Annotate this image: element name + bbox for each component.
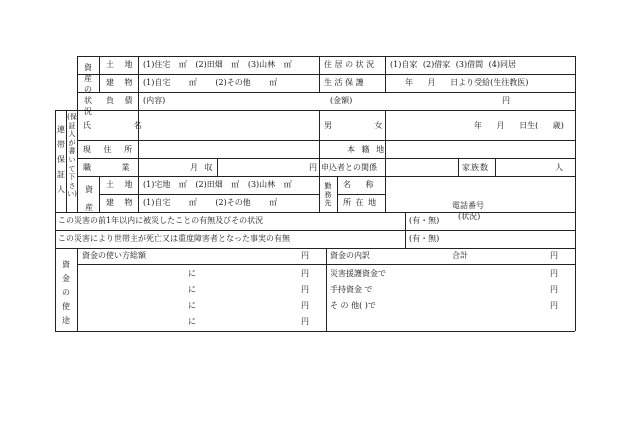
- rule-right-outer: [575, 56, 576, 331]
- guarantor-job-label: 職 業: [83, 163, 130, 172]
- breakdown-row-2: 手持資金 で: [330, 285, 373, 294]
- rule-col-workplace: [337, 176, 338, 212]
- breakdown-row-3: そ の 他( )で: [330, 301, 376, 310]
- building-values: (1)自宅 ㎡ (2)その他 ㎡: [143, 78, 278, 87]
- breakdown-total-yen: 円: [550, 251, 558, 260]
- guarantor-building-label: 建 物: [106, 198, 137, 207]
- guarantor-workplace-address: 所 在 地: [343, 198, 377, 207]
- guarantor-family-label: 家族数: [462, 163, 489, 172]
- residence-label: 住 居 の 状 況: [324, 60, 375, 69]
- death-yesno: (有・無): [409, 234, 440, 243]
- rule-row-d: [77, 140, 575, 141]
- building-label: 建 物: [106, 78, 137, 87]
- rule-col-label: [138, 56, 139, 110]
- rule-col-asset-sub: [99, 56, 100, 92]
- debt-content-label: (内容): [143, 96, 166, 105]
- guarantor-land-label: 土 地: [106, 180, 137, 189]
- welfare-label: 生 活 保 護: [324, 78, 364, 87]
- rule-row-h: [55, 212, 575, 213]
- usage-total-yen: 円: [301, 251, 309, 260]
- guarantor-phone-label: 電話番号: [452, 201, 484, 210]
- usage-row-3: に: [188, 301, 196, 310]
- rule-row-g-left: [99, 194, 319, 195]
- guarantor-note: (保証人が書いて下さい): [67, 113, 77, 199]
- guarantor-income-label: 月 収: [190, 163, 213, 172]
- rule-bottom: [55, 331, 575, 332]
- breakdown-row-1: 災害援護資金で: [330, 269, 386, 278]
- guarantor-building-values: (1)自宅 ㎡ (2)その他 ㎡: [143, 198, 278, 207]
- debt-label: 負 債: [106, 96, 137, 105]
- rule-col-funds: [326, 248, 327, 331]
- guarantor-family-unit: 人: [555, 163, 563, 172]
- guarantor-workplace-label: 勤務先: [324, 182, 332, 208]
- prior-disaster-yesno: (有・無): [409, 216, 440, 225]
- usage-row-4: に: [188, 317, 196, 326]
- rule-col-family2: [495, 158, 496, 176]
- land-label: 土 地: [106, 60, 137, 69]
- guarantor-section-label: 連帯保証人: [57, 125, 65, 194]
- guarantor-name-label: 氏 名: [83, 121, 142, 130]
- usage-row-4-yen: 円: [301, 317, 309, 326]
- guarantor-birth: 年 月 日生( 歳): [474, 121, 564, 130]
- rule-col-mid4: [385, 110, 386, 212]
- rule-col-income: [217, 158, 218, 176]
- guarantor-domicile-label: 本 籍 地: [347, 145, 385, 154]
- usage-row-1-yen: 円: [301, 269, 309, 278]
- land-values: (1)住宅 ㎡ (2)田畑 ㎡ (3)山林 ㎡: [143, 60, 292, 69]
- breakdown-total-label: 合計: [452, 251, 468, 260]
- death-question: この災害により世帯主が死亡又は重度障害者となった事実の有無: [58, 234, 290, 243]
- guarantor-asset-label: 資産: [85, 185, 93, 212]
- breakdown-label: 資金の内訳: [330, 251, 370, 260]
- guarantor-land-values: (1)宅地 ㎡ (2)田畑 ㎡ (3)山林 ㎡: [143, 180, 292, 189]
- welfare-value: 年 月 日より受給(生往教医): [405, 78, 529, 87]
- prior-disaster-question: この災害の前1年以内に被災したことの有無及びその状況: [58, 216, 264, 225]
- rule-left-section: [77, 56, 78, 212]
- rule-row-i: [55, 230, 575, 231]
- rule-col-mid2: [319, 110, 320, 212]
- usage-row-3-yen: 円: [301, 301, 309, 310]
- usage-row-2: に: [188, 285, 196, 294]
- guarantor-relation-label: 申込者との関係: [321, 163, 377, 172]
- breakdown-row-3-yen: 円: [550, 301, 558, 310]
- rule-col-family: [458, 158, 459, 176]
- rule-row-a: [77, 74, 575, 75]
- breakdown-row-1-yen: 円: [550, 269, 558, 278]
- residence-options: (1)自家 (2)借家 (3)借間 (4)同居: [390, 60, 516, 69]
- rule-left-funds: [77, 248, 78, 331]
- rule-row-f: [77, 176, 575, 177]
- rule-row-c: [55, 110, 575, 111]
- usage-total-label: 資金の使い方総額: [82, 251, 146, 260]
- rule-col-yesno: [405, 212, 406, 248]
- breakdown-row-2-yen: 円: [550, 285, 558, 294]
- funds-section-label: 資金の使途: [62, 260, 70, 325]
- guarantor-income-unit: 円: [309, 163, 317, 172]
- guarantor-workplace-name: 名 称: [343, 180, 374, 189]
- rule-row-g-right: [337, 194, 385, 195]
- debt-amount-label: (金額): [330, 96, 353, 105]
- usage-row-1: に: [188, 269, 196, 278]
- rule-col-asset-sub2: [99, 176, 100, 212]
- guarantor-gender: 男 女: [324, 121, 383, 130]
- rule-row-b: [77, 92, 575, 93]
- prior-disaster-status: (状況): [458, 212, 481, 221]
- guarantor-address-label: 現 住 所: [83, 145, 133, 154]
- rule-top: [77, 56, 575, 57]
- rule-col-mid: [319, 56, 320, 92]
- assets-section-label: 資産の状況: [84, 63, 92, 116]
- rule-col-mid3: [385, 56, 386, 92]
- rule-row-e: [77, 158, 575, 159]
- debt-yen: 円: [502, 96, 510, 105]
- usage-row-2-yen: 円: [301, 285, 309, 294]
- rule-row-j: [55, 248, 575, 249]
